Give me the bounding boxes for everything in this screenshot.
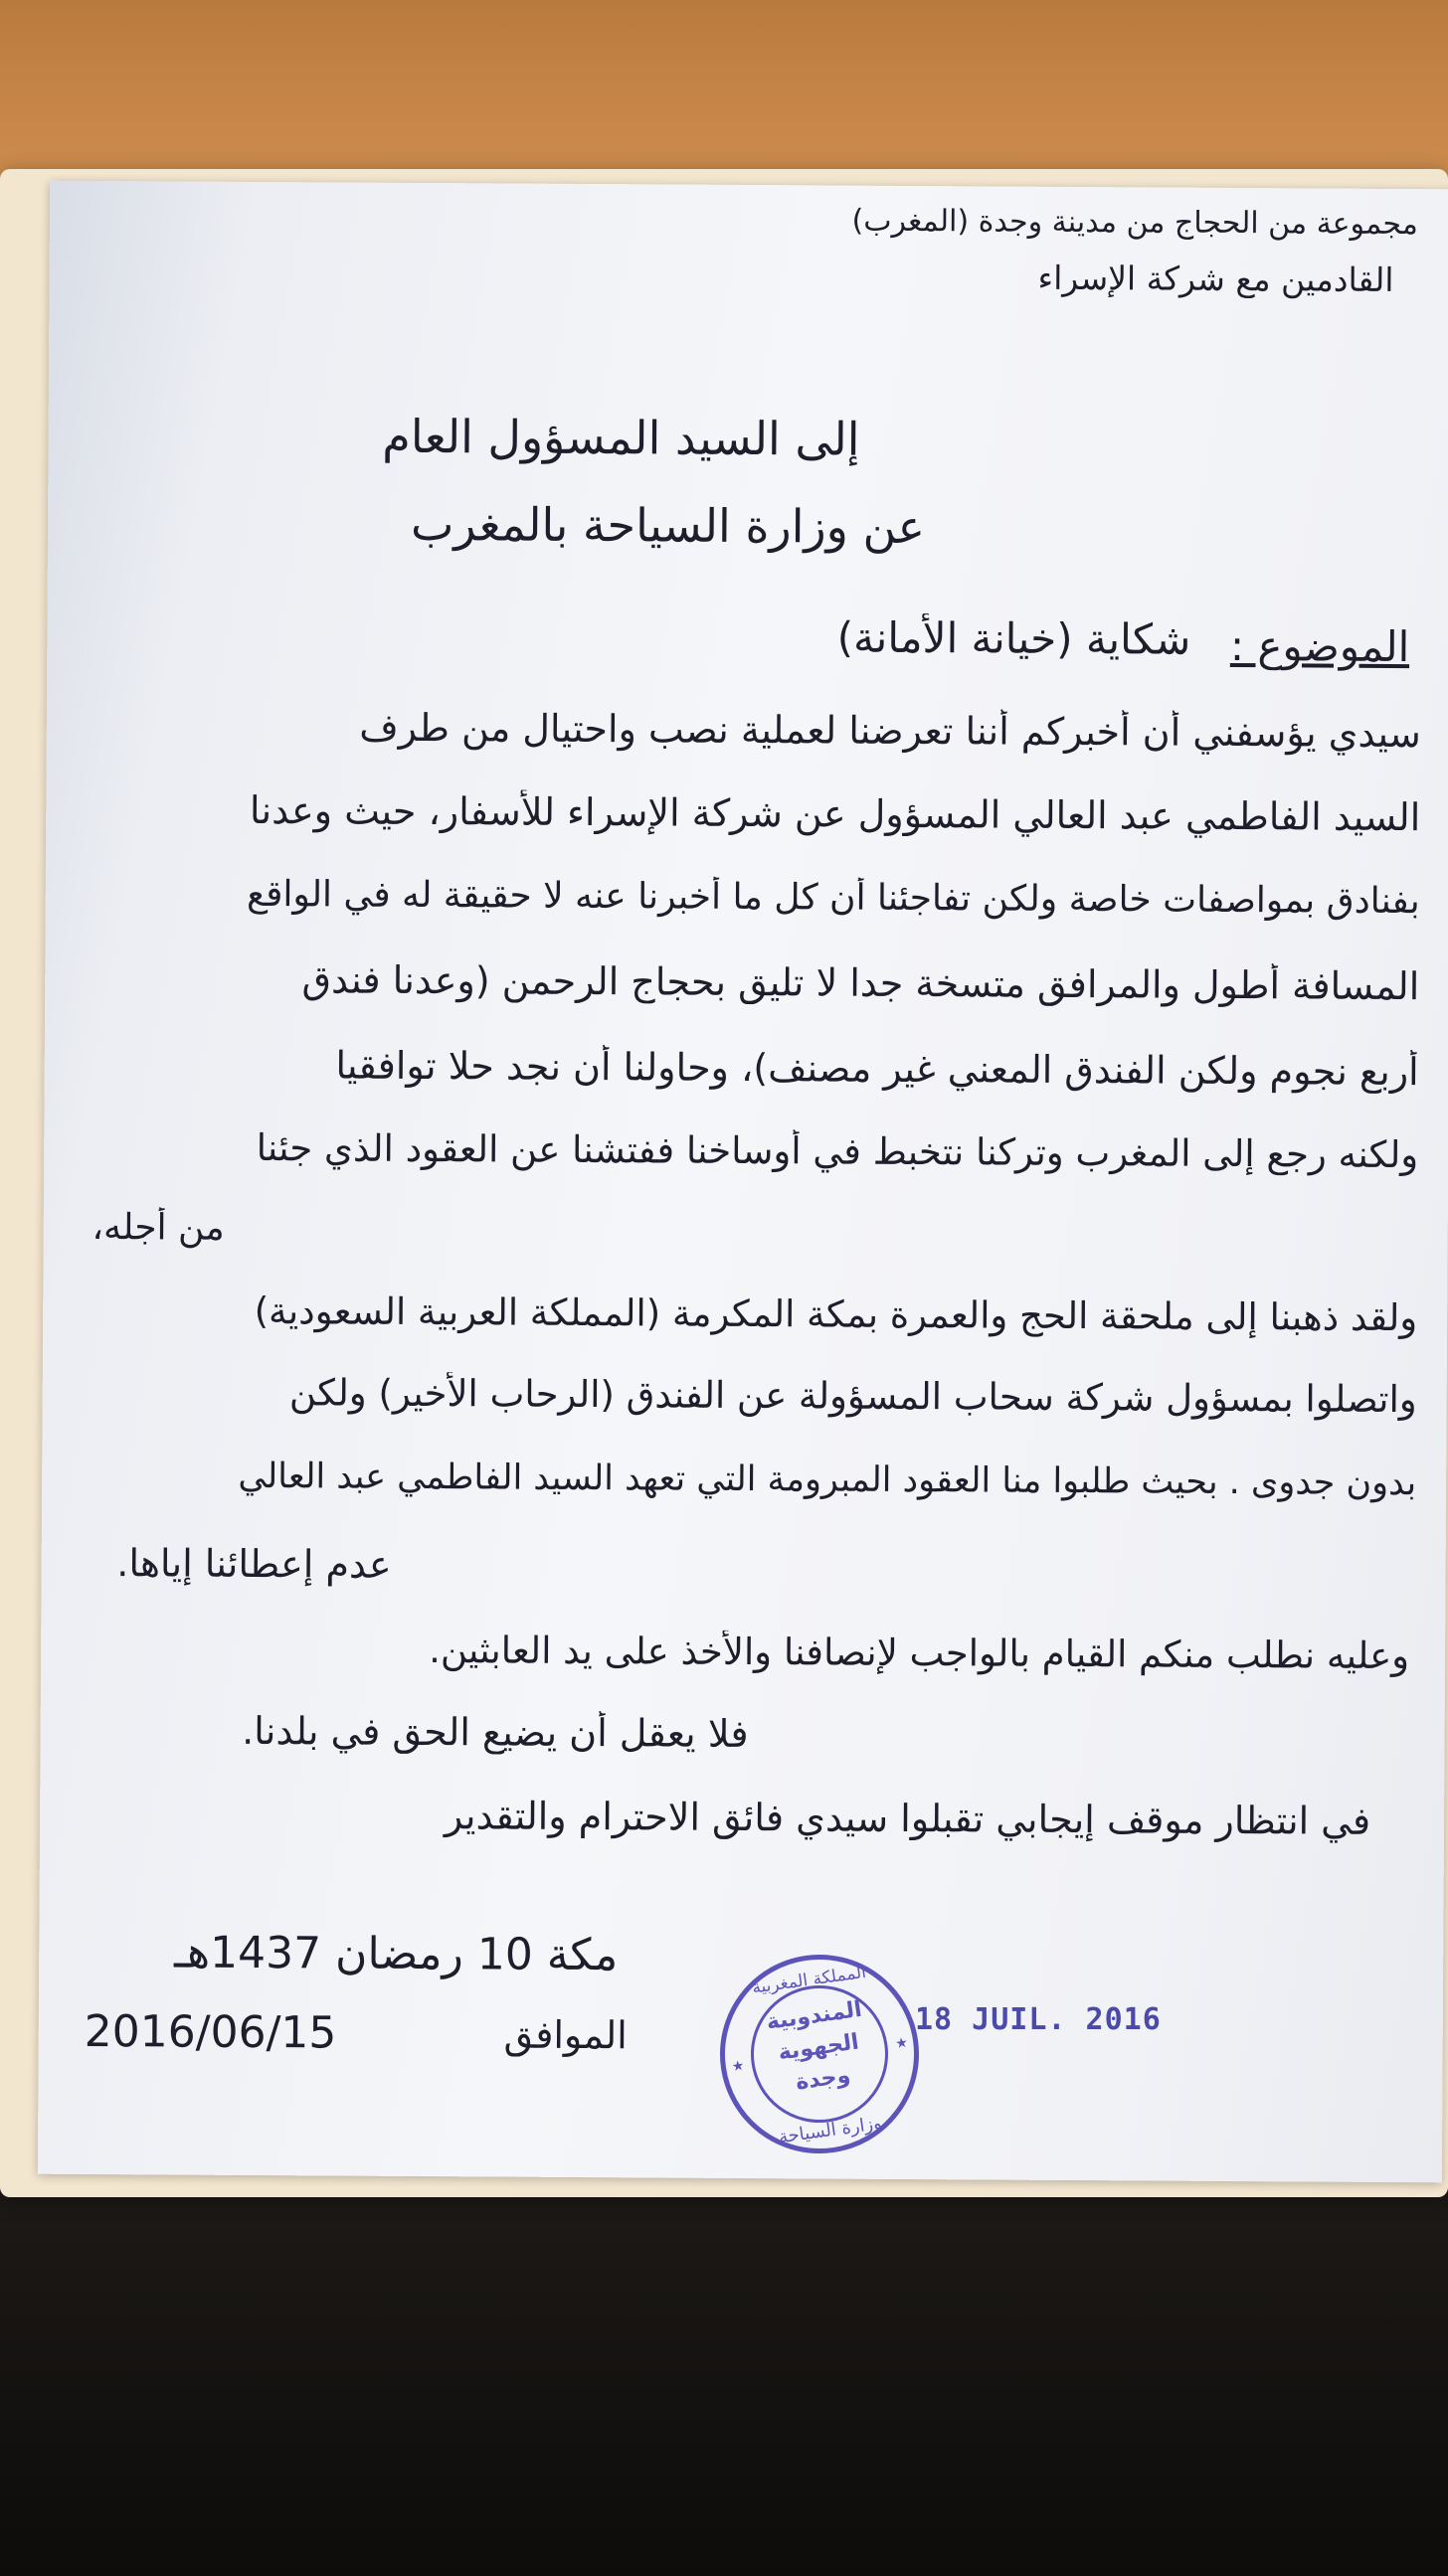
body-line: السيد الفاطمي عبد العالي المسؤول عن شركة الإسراء للأسفار، حيث وعدنا [249, 787, 1421, 840]
body-line: سيدي يؤسفني أن أخبركم أننا تعرضنا لعملية نصب واحتيال من طرف [359, 705, 1421, 757]
stamp-center-line-2: الجهوية [776, 2029, 861, 2066]
body-line: بفنادق بمواصفات خاصة ولكن تفاجئنا أن كل ما أخبرنا عنه لا حقيقة له في الواقع [246, 873, 1420, 923]
stamp-center-line-1: المندوبية [765, 1996, 864, 2035]
body-line: أربع نجوم ولكن الفندق المعني غير مصنف)، وحاولنا أن نجد حلا توافقيا [335, 1043, 1419, 1095]
gregorian-date: 2016/06/15 [84, 2005, 337, 2059]
subject-label: الموضوع : [1229, 620, 1410, 672]
body-line: وعليه نطلب منكم القيام بالواجب لإنصافنا والأخذ على يد العابثين. [429, 1629, 1410, 1678]
addressee-line-1: إلى السيد المسؤول العام [382, 409, 860, 466]
stamp-center-line-3: وجدة [794, 2063, 852, 2096]
addressee-line-2: عن وزارة السياحة بالمغرب [410, 496, 926, 555]
hijri-date: مكة 10 رمضان 1437هـ [173, 1927, 619, 1981]
subject-text: شكاية (خيانة الأمانة) [836, 612, 1191, 664]
stamp-outer-top: المملكة المغربية [751, 1962, 868, 1998]
body-line: من أجله، [91, 1206, 225, 1249]
body-line: عدم إعطائنا إياها. [116, 1541, 392, 1587]
sender-line-1: مجموعة من الحجاج من مدينة وجدة (المغرب) [851, 203, 1419, 243]
stamp-outer-bottom: وزارة السياحة [777, 2113, 883, 2148]
body-line: بدون جدوى . بحيث طلبوا منا العقود المبرومة التي تعهد السيد الفاطمي عبد العالي [238, 1456, 1417, 1504]
body-line: المسافة أطول والمرافق متسخة جدا لا تليق بحجاج الرحمن (وعدنا فندق [301, 957, 1420, 1009]
background-cloth [0, 2138, 1448, 2576]
star-icon: ★ [894, 2034, 909, 2053]
equivalent-label: الموافق [503, 2012, 628, 2058]
letter-sheet [38, 181, 1448, 2183]
body-line: ولقد ذهبنا إلى ملحقة الحج والعمرة بمكة المكرمة (المملكة العربية السعودية) [254, 1288, 1418, 1340]
body-line: فلا يعقل أن يضيع الحق في بلدنا. [242, 1708, 749, 1757]
received-date-stamp: 18 JUIL. 2016 [915, 2002, 1162, 2037]
body-line: ولكنه رجع إلى المغرب وتركنا نتخبط في أوساخنا ففتشنا عن العقود الذي جئنا [256, 1125, 1419, 1177]
body-line: في انتظار موقف إيجابي تقبلوا سيدي فائق الاحترام والتقدير [444, 1794, 1371, 1843]
sender-line-2: القادمين مع شركة الإسراء [1037, 258, 1394, 299]
star-icon: ★ [730, 2057, 746, 2076]
body-line: واتصلوا بمسؤول شركة سحاب المسؤولة عن الفندق (الرحاب الأخير) ولكن [288, 1371, 1417, 1422]
